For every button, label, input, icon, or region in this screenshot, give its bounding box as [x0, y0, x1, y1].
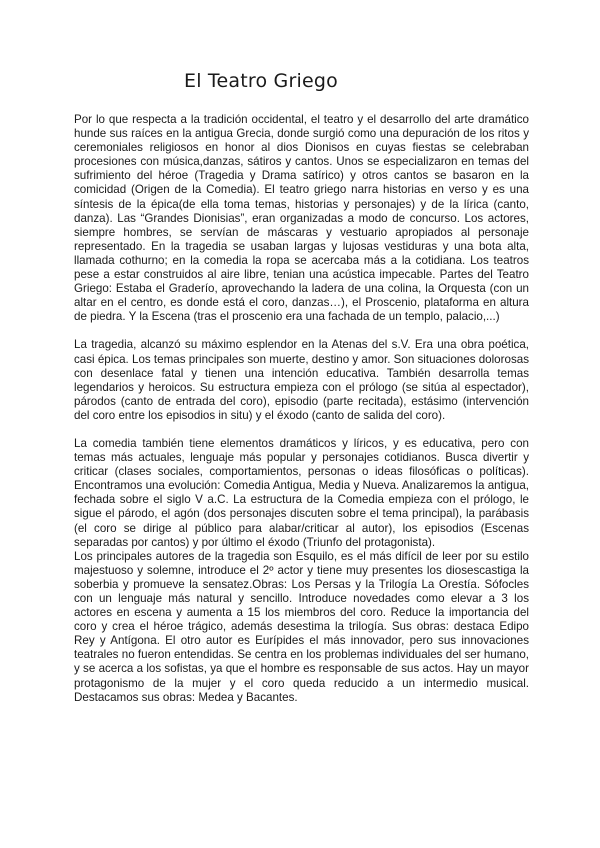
paragraph-comedy: La comedia también tiene elementos dramáticos y líricos, y es educativa, pero con temas más actuales, lenguaje más popular y personajes cotidianos. Busca divertir y criticar (clases sociales, comportamientos, personas o ideas filosóficas o políticas). Encontramos una evolución: Comedia Antigua, Media y Nueva. Analizaremos la antigua, fechada sobre el siglo V a.C. La estructura de la Comedia empieza con el prólogo, le sigue el párodo, el agón (dos personajes discuten sobre el tema principal), la parábasis (el coro se dirige al público para alabar/criticar al autor), los episodios (Escenas separadas por cantos) y por último el éxodo (Triunfo del protagonista).	[74, 436, 529, 549]
paragraph-gap	[74, 423, 529, 437]
page-title: El Teatro Griego	[184, 70, 338, 92]
paragraph-gap	[74, 324, 529, 338]
paragraph-tragedy: La tragedia, alcanzó su máximo esplendor en la Atenas del s.V. Era una obra poética, casi épica. Los temas principales son muerte, destino y amor. Son situaciones dolorosas con desenlace fatal y tienen una intención educativa. También desarrolla temas legendarios y heroicos. Su estructura empieza con el prólogo (se sitúa al espectador), párodos (canto de entrada del coro), episodio (parte recitada), estásimo (intervención del coro entre los episodios in situ) y el éxodo (canto de salida del coro).	[74, 338, 529, 422]
paragraph-authors: Los principales autores de la tragedia son Esquilo, es el más difícil de leer por su estilo majestuoso y solemne, introduce el 2º actor y tiene muy presentes los diosescastiga la soberbia y promueve la sensatez.Obras: Los Persas y la Trilogía La Orestía. Sófocles con un lenguaje más natural y sencillo. Introduce novedades como elevar a 3 los actores en escena y aumenta a 15 los miembros del coro. Reduce la importancia del coro y crea el héroe trágico, además desestima la trilogía. Sus obras: destaca Edipo Rey y Antígona. El otro autor es Eurípides el más innovador, pero sus innovaciones teatrales no fueron entendidas. Se centra en los problemas individuales del ser humano, y se acerca a los sofistas, ya que el hombre es responsable de sus actos. Hay un mayor protagonismo de la mujer y el coro queda reducido a un intermedio musical. Destacamos sus obras: Medea y Bacantes.	[74, 549, 529, 704]
document-body	[74, 113, 529, 705]
paragraph-origins: Por lo que respecta a la tradición occidental, el teatro y el desarrollo del arte dramático hunde sus raíces en la antigua Grecia, donde surgió como una depuración de los ritos y ceremoniales religiosos en honor al dios Dionisos en cuyas fiestas se celebraban procesiones con música,danzas, sátiros y cantos. Unos se especializaron en temas del sufrimiento del héroe (Tragedia y Drama satírico) y otros cantos se basaron en la comicidad (Origen de la Comedia). El teatro griego narra historias en verso y es una síntesis de la épica(de ella toma temas, historias y personajes) y de la lírica (canto, danza). Las “Grandes Dionisias”, eran organizadas a modo de concurso. Los actores, siempre hombres, se servían de máscaras y vestuario apropiados al personaje representado. En la tragedia se usaban largas y lujosas vestiduras y una bota alta, llamada cothurno; en la comedia la ropa se acercaba más a la cotidiana. Los teatros pese a estar construidos al aire libre, tenian una acústica impecable. Partes del Teatro Griego: Estaba el Graderío, aprovechando la ladera de una colina, la Orquesta (con un altar en el centro, es donde está el coro, danzas…), el Proscenio, plataforma en altura de piedra. Y la Escena (tras el proscenio era una fachada de un templo, palacio,...)	[74, 113, 529, 324]
